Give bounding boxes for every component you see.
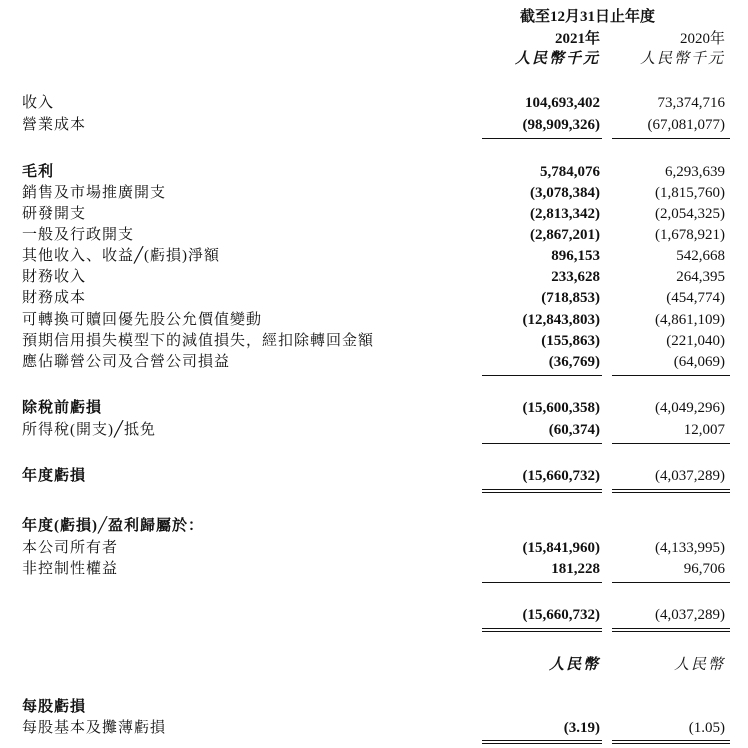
- row-label-loss-for-year: 年度虧損: [22, 468, 87, 484]
- value-2021-income-tax: (60,374): [548, 422, 600, 438]
- row-label-finance-costs: 財務成本: [22, 290, 87, 306]
- row-label-share-of-associates: 應佔聯營公司及合營公司損益: [22, 354, 231, 370]
- year-2021-header: 2021年: [554, 31, 600, 47]
- period-header: 截至12月31日止年度: [520, 9, 656, 25]
- value-2021-loss-before-tax: (15,600,358): [522, 400, 600, 416]
- value-2021-finance-income: 233,628: [551, 269, 600, 285]
- value-2021-impairment-losses: (155,863): [541, 333, 600, 349]
- row-label-admin-expenses: 一般及行政開支: [22, 227, 135, 243]
- value-2021-other-income: 896,153: [551, 248, 600, 264]
- rule-eps-2021-b: [482, 743, 602, 744]
- row-label-preferred-shares-fv: 可轉換可贖回優先股公允價值變動: [22, 312, 263, 328]
- value-2020-loss-for-year: (4,037,289): [655, 468, 725, 484]
- value-2021-nci: 181,228: [551, 561, 600, 577]
- value-2020-finance-income: 264,395: [676, 269, 725, 285]
- rule-tax-2020: [612, 443, 730, 444]
- value-2020-share-of-associates: (64,069): [673, 354, 725, 370]
- row-label-selling-expenses: 銷售及市場推廣開支: [22, 185, 167, 201]
- value-2021-loss-for-year: (15,660,732): [522, 468, 600, 484]
- rule-eps-2020-a: [612, 740, 730, 741]
- value-2021-cost-of-sales: (98,909,326): [522, 117, 600, 133]
- rule-nci-2021: [482, 582, 602, 583]
- value-2020-rnd-expenses: (2,054,325): [655, 206, 725, 222]
- rule-cost-2021: [482, 138, 602, 139]
- value-2020-finance-costs: (454,774): [666, 290, 725, 306]
- rule-total-2021-b: [482, 631, 602, 632]
- rule-associates-2020: [612, 375, 730, 376]
- rule-eps-2021-a: [482, 740, 602, 741]
- rule-loss-2021-b: [482, 492, 602, 493]
- rule-tax-2021: [482, 443, 602, 444]
- row-label-revenue: 收入: [22, 95, 55, 111]
- value-2020-nci: 96,706: [683, 561, 725, 577]
- value-2020-preferred-shares-fv: (4,861,109): [655, 312, 725, 328]
- row-label-income-tax: 所得稅(開支)╱抵免: [22, 422, 157, 438]
- row-label-finance-income: 財務收入: [22, 269, 87, 285]
- rule-eps-2020-b: [612, 743, 730, 744]
- value-2021-admin-expenses: (2,867,201): [530, 227, 600, 243]
- rule-cost-2020: [612, 138, 730, 139]
- value-2020-owners: (4,133,995): [655, 540, 725, 556]
- value-2020-revenue: 73,374,716: [657, 95, 725, 111]
- value-2021-selling-expenses: (3,078,384): [530, 185, 600, 201]
- value-2021-finance-costs: (718,853): [541, 290, 600, 306]
- currency-2020: 人民幣: [673, 657, 725, 673]
- value-2020-eps: (1.05): [688, 720, 725, 736]
- currency-2021: 人民幣: [548, 657, 600, 673]
- row-label-loss-before-tax: 除稅前虧損: [22, 400, 103, 416]
- value-2020-cost-of-sales: (67,081,077): [647, 117, 725, 133]
- row-label-eps: 每股基本及攤薄虧損: [22, 720, 167, 736]
- row-label-gross-profit: 毛利: [22, 164, 55, 180]
- value-2020-attributable-total: (4,037,289): [655, 607, 725, 623]
- row-label-owners: 本公司所有者: [22, 540, 119, 556]
- value-2020-other-income: 542,668: [676, 248, 725, 264]
- rule-associates-2021: [482, 375, 602, 376]
- rule-total-2020-b: [612, 631, 730, 632]
- row-label-attributable-to: 年度(虧損)╱盈利歸屬於：: [22, 518, 205, 534]
- rule-total-2021-a: [482, 628, 602, 629]
- value-2021-attributable-total: (15,660,732): [522, 607, 600, 623]
- rule-total-2020-a: [612, 628, 730, 629]
- rule-loss-2020-a: [612, 489, 730, 490]
- row-label-other-income: 其他收入、收益╱(虧損)淨額: [22, 248, 221, 264]
- value-2020-gross-profit: 6,293,639: [665, 164, 725, 180]
- unit-2020-header: 人民幣千元: [639, 51, 725, 67]
- unit-2021-header: 人民幣千元: [514, 51, 600, 67]
- value-2021-eps: (3.19): [563, 720, 600, 736]
- rule-nci-2020: [612, 582, 730, 583]
- value-2020-selling-expenses: (1,815,760): [655, 185, 725, 201]
- year-2020-header: 2020年: [679, 31, 725, 47]
- value-2021-revenue: 104,693,402: [525, 95, 600, 111]
- value-2021-gross-profit: 5,784,076: [540, 164, 600, 180]
- value-2020-admin-expenses: (1,678,921): [655, 227, 725, 243]
- value-2020-income-tax: 12,007: [683, 422, 725, 438]
- row-label-impairment-losses: 預期信用損失模型下的減值損失，經扣除轉回金額: [22, 333, 375, 349]
- value-2021-preferred-shares-fv: (12,843,803): [522, 312, 600, 328]
- value-2020-loss-before-tax: (4,049,296): [655, 400, 725, 416]
- rule-loss-2020-b: [612, 492, 730, 493]
- value-2021-rnd-expenses: (2,813,342): [530, 206, 600, 222]
- row-label-cost-of-sales: 營業成本: [22, 117, 87, 133]
- rule-loss-2021-a: [482, 489, 602, 490]
- value-2021-owners: (15,841,960): [522, 540, 600, 556]
- value-2021-share-of-associates: (36,769): [548, 354, 600, 370]
- row-label-nci: 非控制性權益: [22, 561, 119, 577]
- row-label-rnd-expenses: 研發開支: [22, 206, 87, 222]
- eps-heading: 每股虧損: [22, 699, 87, 715]
- value-2020-impairment-losses: (221,040): [666, 333, 725, 349]
